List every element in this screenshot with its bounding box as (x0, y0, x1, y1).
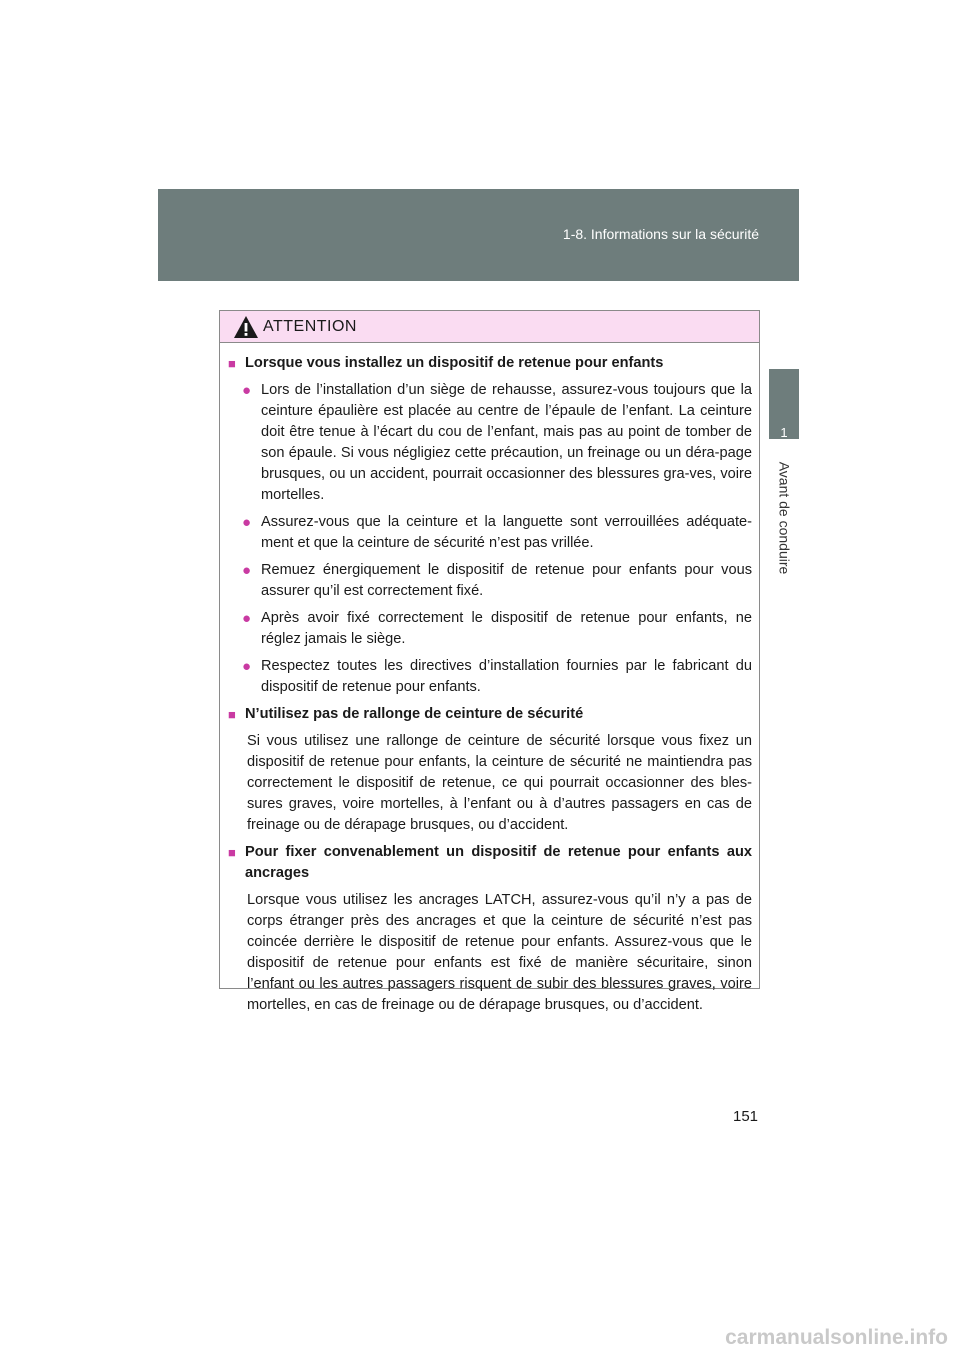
section-paragraph: Lorsque vous utilisez les ancrages LATCH, assurez-vous qu’il n’y a pas de corps étranger près des ancrages et que la ceinture de sécurité n’est pas coincée derrière le dispositif de retenue pour enfants. Assurez-vous que le dispositif de retenue pour enfants est fixé de manière sécuritaire, sinon l’enfant ou les autres passagers risquent de subir des blessures graves, voire mortelles, en cas de freinage ou de dérapage brusques, ou d’accident. (247, 892, 752, 1013)
attention-body (220, 343, 759, 1016)
attention-header (220, 311, 759, 343)
list-item: ● Après avoir fixé correctement le dispositif de retenue pour enfants, ne réglez jamais le siège. (228, 608, 752, 650)
circle-bullet-icon: ● (242, 610, 252, 627)
square-bullet-icon: ■ (228, 356, 236, 371)
square-bullet-icon: ■ (228, 707, 236, 722)
circle-bullet-icon: ● (242, 562, 252, 579)
attention-title: ATTENTION (263, 317, 357, 335)
watermark: carmanualsonline.info (725, 1326, 948, 1349)
header-band (158, 189, 799, 281)
list-item: ● Respectez toutes les directives d’installation fournies par le fabricant du dispositif de retenue pour enfants. (228, 656, 752, 698)
chapter-tab (769, 369, 799, 439)
section-heading: ■ Lorsque vous installez un dispositif de retenue pour enfants (228, 353, 752, 374)
attention-box (219, 310, 760, 1013)
square-bullet-icon: ■ (228, 845, 236, 860)
section-paragraph: Si vous utilisez une rallonge de ceinture de sécurité lorsque vous fixez un dispositif de retenue pour enfants, la ceinture de sécurité ne maintiendra pas correctement le dispositif de retenue, ce qui pourrait occasionner des bles-sures graves, voire mortelles, à l’enfant ou à d’autres passagers en cas de freinage ou de dérapage brusques, ou d’accident. (247, 733, 752, 833)
chapter-number: 1 (780, 425, 788, 440)
circle-bullet-icon: ● (242, 658, 252, 675)
list-item: ● Assurez-vous que la ceinture et la languette sont verrouillées adéquate-ment et que la ceinture de sécurité n’est pas vrillée. (228, 512, 752, 554)
section-heading: ■ N’utilisez pas de rallonge de ceinture de sécurité (228, 704, 752, 725)
list-item: ● Remuez énergiquement le dispositif de retenue pour enfants pour vous assurer qu’il est correctement fixé. (228, 560, 752, 602)
section-heading: ■ Pour fixer convenablement un dispositif de retenue pour enfants aux ancrages (228, 842, 752, 884)
chapter-label-container (769, 448, 799, 588)
circle-bullet-icon: ● (242, 382, 252, 399)
warning-icon (233, 315, 259, 339)
section-title: 1-8. Informations sur la sécurité (562, 226, 759, 242)
circle-bullet-icon: ● (242, 514, 252, 531)
page-number: 151 (733, 1108, 759, 1125)
list-item: ● Lors de l’installation d’un siège de rehausse, assurez-vous toujours que la ceinture épaulière est placée au centre de l’épaule de l’enfant. La ceinture doit être tenue à l’écart du cou de l’enfant, mais pas au point de tomber de son épaule. Si vous négligiez cette précaution, un freinage ou un déra-page brusques, ou un accident, pourrait occasionner des blessures gra-ves, voire mortelles. (228, 380, 752, 506)
chapter-label: Avant de conduire (776, 461, 793, 575)
